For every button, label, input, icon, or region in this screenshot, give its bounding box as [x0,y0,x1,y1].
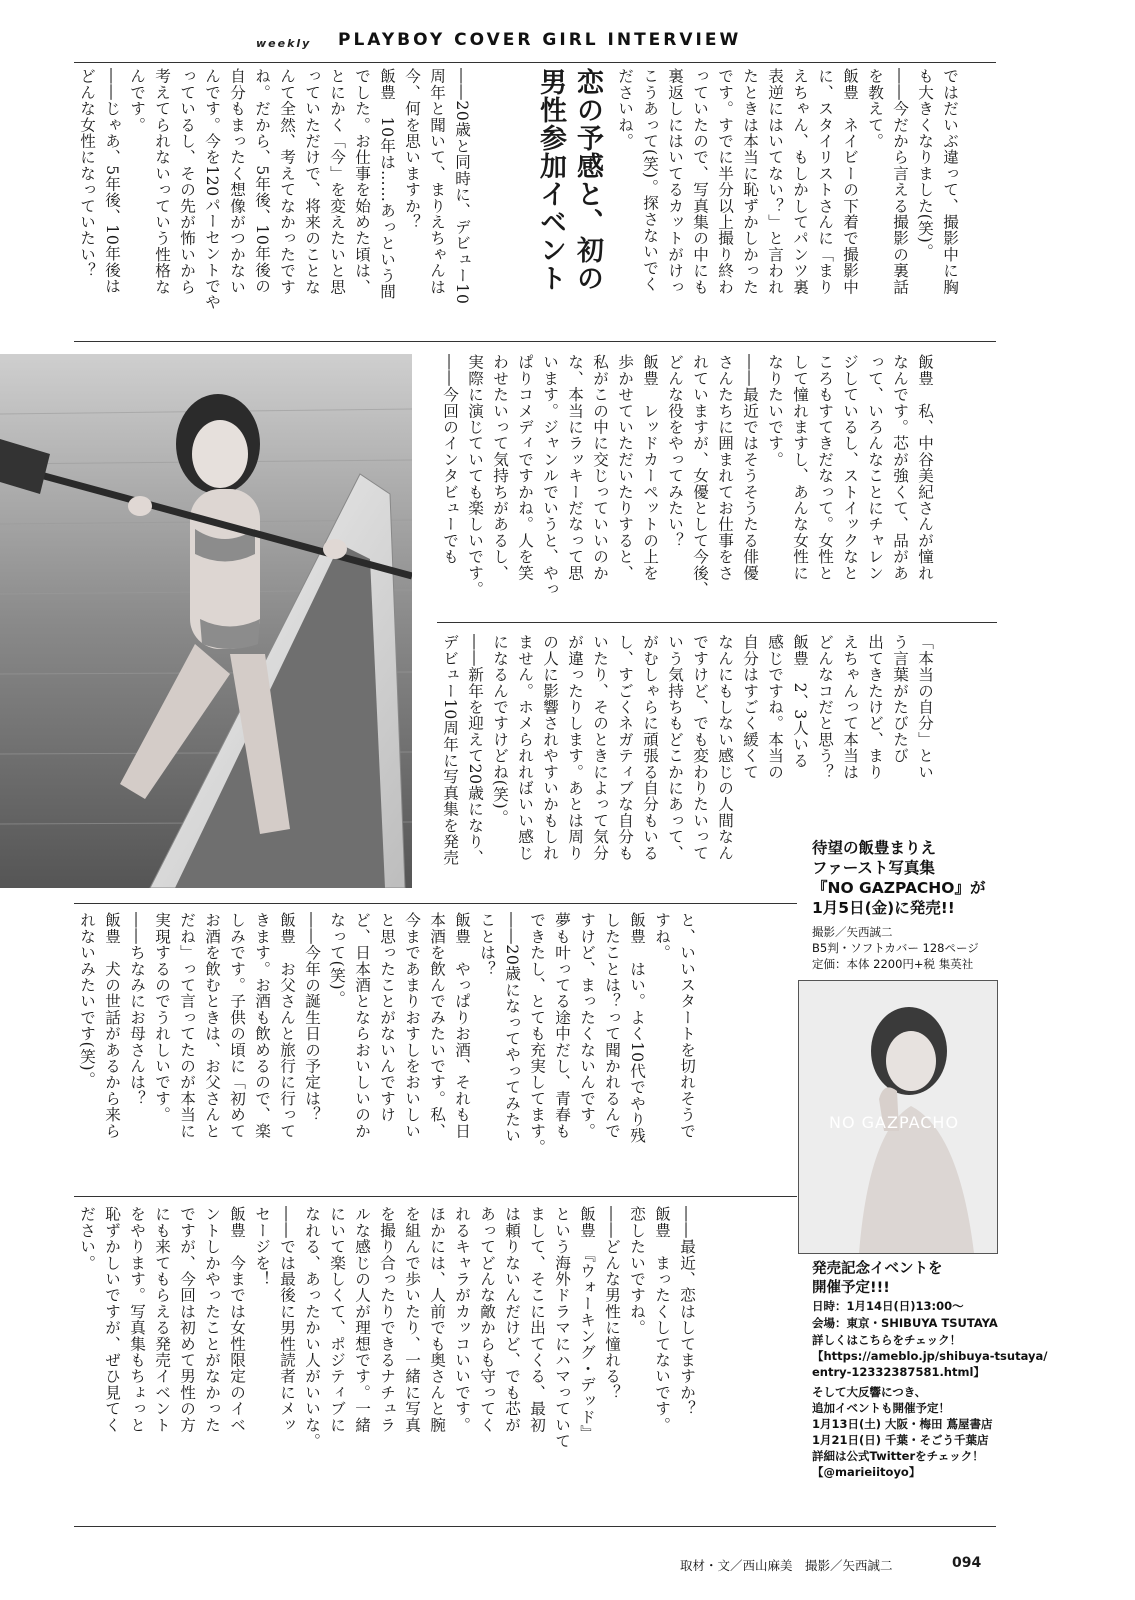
article-text-middle-right: 飯豊 私、中谷美紀さんが憧れ なんです。芯が強くて、品があ って、いろんなことにチャレン ジしているし、ストイックなと ころもすてきだなって。女性と して憧れますし、あんな女性に なりたいです。 ――最近ではそうそうたる俳優 さんたちに囲まれてお仕事をさ れていますが、女優として今後、 どんな役をやってみたい？ 飯豊 レッドカーペットの上を 歩かせていただいたりすると、 私がこの中に交じっていいのか な、本当にラッキーだなって思 います。ジャンルでいうと、やっ ぱりコメディですかね。人を笑 わせたいって気持ちがあるし、 実際に演じていても楽しいです。 ――今回のインタビューでも [441,354,934,597]
book-cover-title: NO GAZPACHO [829,1113,960,1132]
lower-rule [74,903,797,904]
event-extra: そして大反響につき、 追加イベントも開催予定！ 1月13日(土) 大阪・梅田 蔦屋書店 1月21日(日) 千葉・そごう千葉店 詳細は公式Twitterをチェック！ 【@marieiitoyo】 [812,1385,993,1479]
promo-box [812,838,1048,1480]
kayak-photo [0,354,412,888]
article-text-top-right: ではだいぶ違って、撮影中に胸 も大きくなりました(笑)。 ――今だから言える撮影の裏話 を教えて。 飯豊 ネイビーの下着で撮影中 に、スタイリストさんに「まり えちゃん、もしかしてパンツ裏 表逆にはいてない？」と言われ たときは本当に恥ずかしかった です。すでに半分以上撮り終わ っていたので、写真集の中にも 裏返しにはいてるカットがけっ こうあって(笑)。探さないでく ださいね。 [616,68,959,295]
bottom-rule [74,1196,797,1197]
header-rule [74,62,996,63]
event-check-link[interactable]: 詳しくはこちらをチェック！ 【https://ameblo.jp/shibuya-tsutaya/ entry-12332387581.html】 [812,1333,1048,1379]
footer-rule [74,1526,996,1527]
kayak-photo-image [0,354,412,888]
event-info: 日時：1月14日(日)13:00～ 会場：東京・SHIBUYA TSUTAYA [812,1299,998,1330]
footer-credit: 取材・文／西山麻美 撮影／矢西誠二 [680,1558,893,1573]
top-section-rule [74,341,996,342]
event-title: 発売記念イベントを 開催予定!!! [812,1261,943,1296]
promo-title: 待望の飯豊まりえ ファースト写真集 『NO GAZPACHO』が 1月5日(金)に発売!! [812,839,986,917]
header-title: PLAYBOY COVER GIRL INTERVIEW [338,30,742,50]
article-text-middle-center: 「本当の自分」とい う言葉がたびたび 出てきたけど、まり えちゃんって本当は どんなコだと思う？ 飯豊 2、3人いる 感じですね。本当の 自分はすごく緩くて なんにもしない感じの人間なん ですけど、でも変わりたいって いう気持ちもどこかにあって、 がむしゃらに頑張る自分もいる し、すごくネガティブな自分も いたり、そのときによって気分 が違ったりします。あとは周り の人に影響されやすいかもしれ ません。ホメられればいい感じ になるんですけどね(笑)。 ――新年を迎えて20歳になり、 デビュー10周年に写真集を発売 [441,634,934,866]
section-heading: 恋の予感と、初の 男性参加イベント [535,68,603,292]
middle-rule [437,622,997,623]
header-weekly: weekly [256,37,312,50]
article-text-top-left: ――20歳と同時に、デビュー10 周年と聞いて、まりえちゃんは 今、何を思いますか？ 飯豊 10年は……あっという間 でした。お仕事を始めた頃は、 とにかく「今」を変えたいと思 っていただけで、将来のことな んて全然、考えてなかったです ね。だから、5年後、10年後の 自分もまったく想像がつかない んです。今を120パーセントでや っているし、その先が怖いから 考えてられないっていう性格な んです。 ――じゃあ、5年後、10年後は どんな女性になっていたい？ [78,68,471,311]
promo-details: 撮影／矢西誠二 B5判・ソフトカバー 128ページ 定価：本体 2200円+税 集英社 [812,925,979,971]
article-text-lower-middle: と、いいスタートを切れそうで すね。 飯豊 はい。よく10代でやり残 したことは？って聞かれるんで すけど、まったくないんです。 夢も叶ってる途中だし、青春も できたし、とても充実してます。 ――20歳になってやってみたい ことは？ 飯豊 やっぱりお酒、それも日 本酒を飲んでみたいです。私、 今まであまりおすしをおいしい と思ったことがないんですけ ど、日本酒とならおいしいのか なって(笑)。 ――今年の誕生日の予定は？ 飯豊 お父さんと旅行に行って きます。お酒も飲めるので、楽 しみです。子供の頃に「初めて お酒を飲むときは、お父さんと だね」って言ってたのが本当に 実現するのでうれしいです。 ――ちなみにお母さんは？ 飯豊 犬の世話があるから来ら れないみたいです(笑)。 [78,912,696,1155]
page-number: 094 [952,1555,982,1571]
book-cover [798,980,998,1254]
article-text-bottom: ――最近、恋はしてますか？ 飯豊 まったくしてないです。 恋したいですね。 ――どんな男性に憧れる？ 飯豊 『ウォーキング・デッド』 という海外ドラマにハマっていて まして、そこに出てくる、最初 は頼りないんだけど、でも芯が あってどんな敵からも守ってく れるキャラがカッコいいです。 ほかには、人前でも奥さんと腕 を組んで歩いたり、一緒に写真 を撮り合ったりできるナチュラ ルな感じの人が理想です。一緒 にいて楽しくて、ポジティブに なれる、あったかい人がいいな。 ――では最後に男性読者にメッ セージを！ 飯豊 今までは女性限定のイベ ントしかやったことがなかった ですが、今回は初めて男性の方 にも来てもらえる発売イベント をやります。写真集もちょっと 恥ずかしいですが、ぜひ見てく ださい。 [78,1206,696,1449]
magazine-header [250,28,835,58]
